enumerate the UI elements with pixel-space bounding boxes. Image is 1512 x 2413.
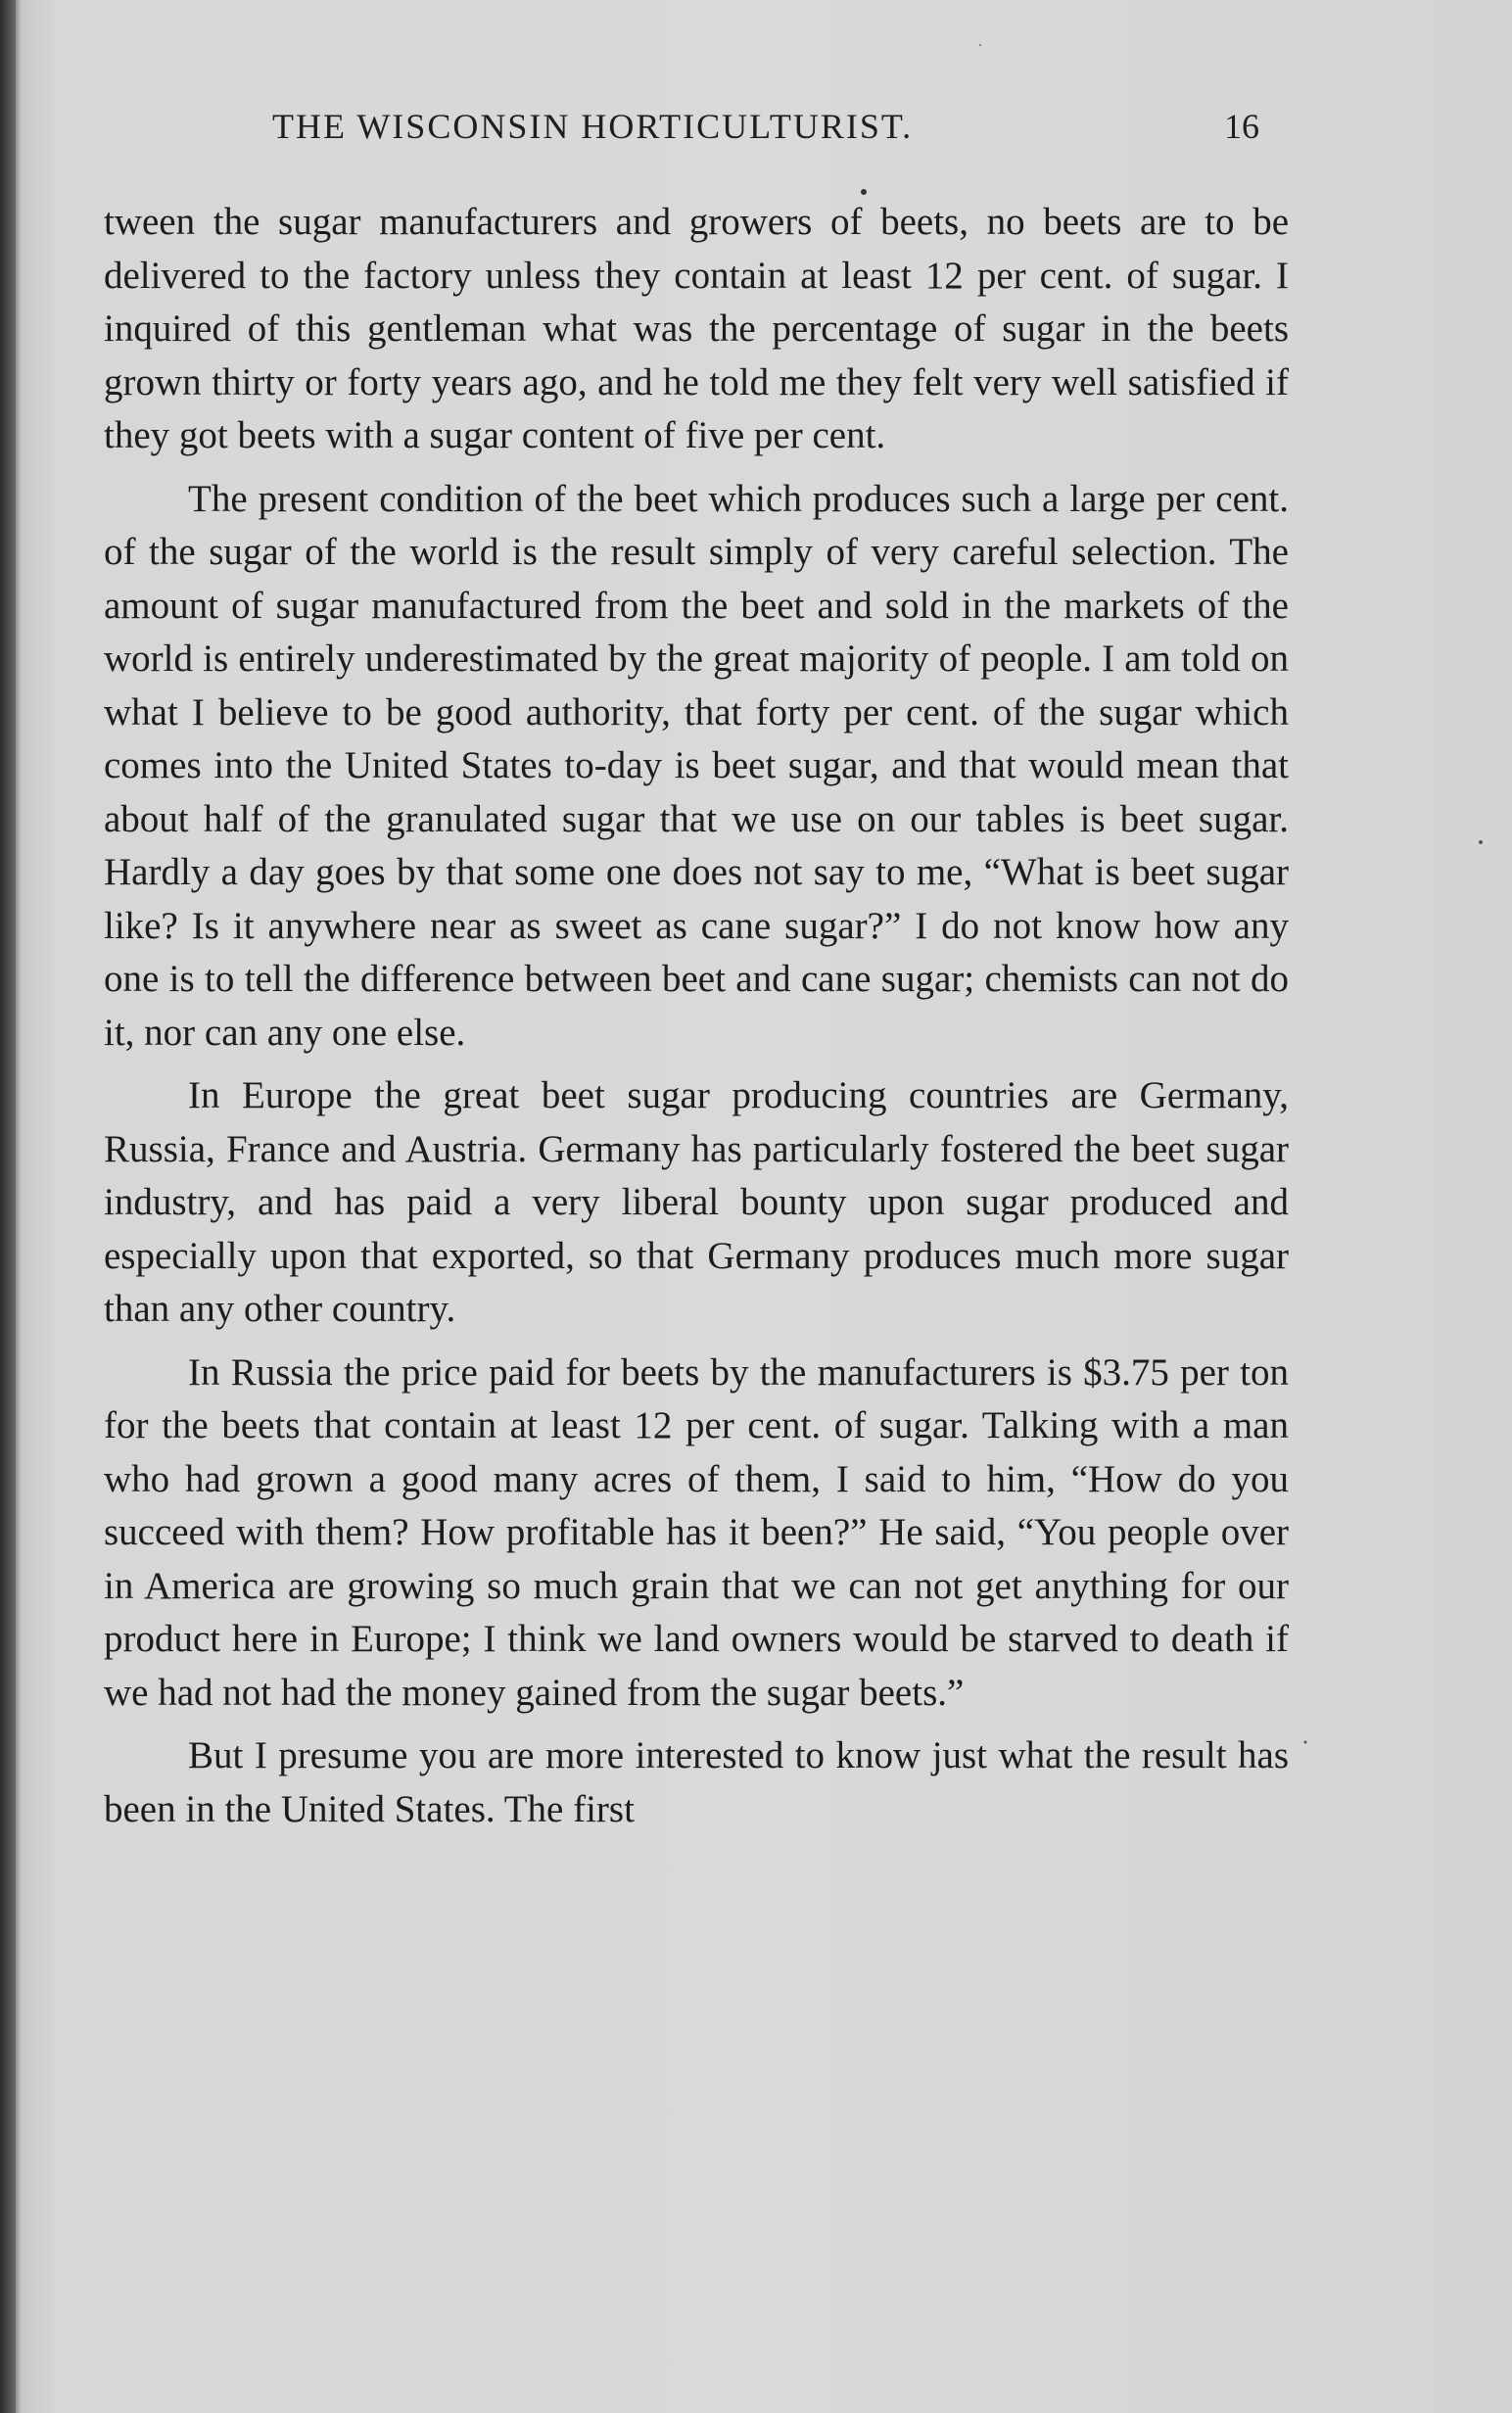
- paragraph: The present condition of the beet which produces such a large per cent. of the sugar of the world is the result simply of very careful selection. The amount of sugar manufactured from the beet and sold in the markets of the world is entirely underestimated by the great majority of people. I am told on what I believe to be good authority, that forty per cent. of the sugar which comes into the United States to-day is beet sugar, and that would mean that about half of the granulated sugar that we use on our tables is beet sugar. Hardly a day goes by that some one does not say to me, “What is beet sugar like? Is it anywhere near as sweet as cane sugar?” I do not know how any one is to tell the difference between beet and cane sugar; chemists can not do it, nor can any one else.: [104, 477, 1289, 1054]
- page-number: 16: [1224, 107, 1259, 146]
- paragraph: But I presume you are more interested to know just what the result has been in the United States. The first: [104, 1734, 1289, 1830]
- paragraph: In Europe the great beet sugar producing countries are Germany, Russia, France and Austria. Germany has particularly fostered the beet sugar industry, and has paid a very liberal bounty upon sugar produced and especially upon that exported, so that Germany produces much more sugar than any other country.: [104, 1074, 1289, 1330]
- paragraph: In Russia the price paid for beets by the manufacturers is $3.75 per ton for the beets that contain at least 12 per cent. of sugar. Talking with a man who had grown a good many acres of them, I said to him, “How do you succeed with them? How profitable has it been?” He said, “You people over in America are growing so much grain that we can not get anything for our product here in Europe; I think we land owners would be starved to death if we had not had the money gained from the sugar beets.”: [104, 1350, 1289, 1714]
- speck: [861, 189, 867, 195]
- running-title: THE WISCONSIN HORTICULTURIST.: [272, 107, 914, 146]
- speck: [979, 44, 981, 46]
- page-header: [108, 106, 1283, 165]
- paragraph: tween the sugar manufacturers and growers of beets, no beets are to be delivered to the factory unless they contain at least 12 per cent. of sugar. I inquired of this gentleman what was the percentage of sugar in the beets grown thirty or forty years ago, and he told me they felt very well satisfied if they got beets with a sugar content of five per cent.: [104, 201, 1289, 456]
- speck: [1304, 1741, 1307, 1744]
- book-spine-shadow: [0, 0, 16, 2413]
- body-text: [104, 196, 1289, 1846]
- speck: [1479, 840, 1483, 844]
